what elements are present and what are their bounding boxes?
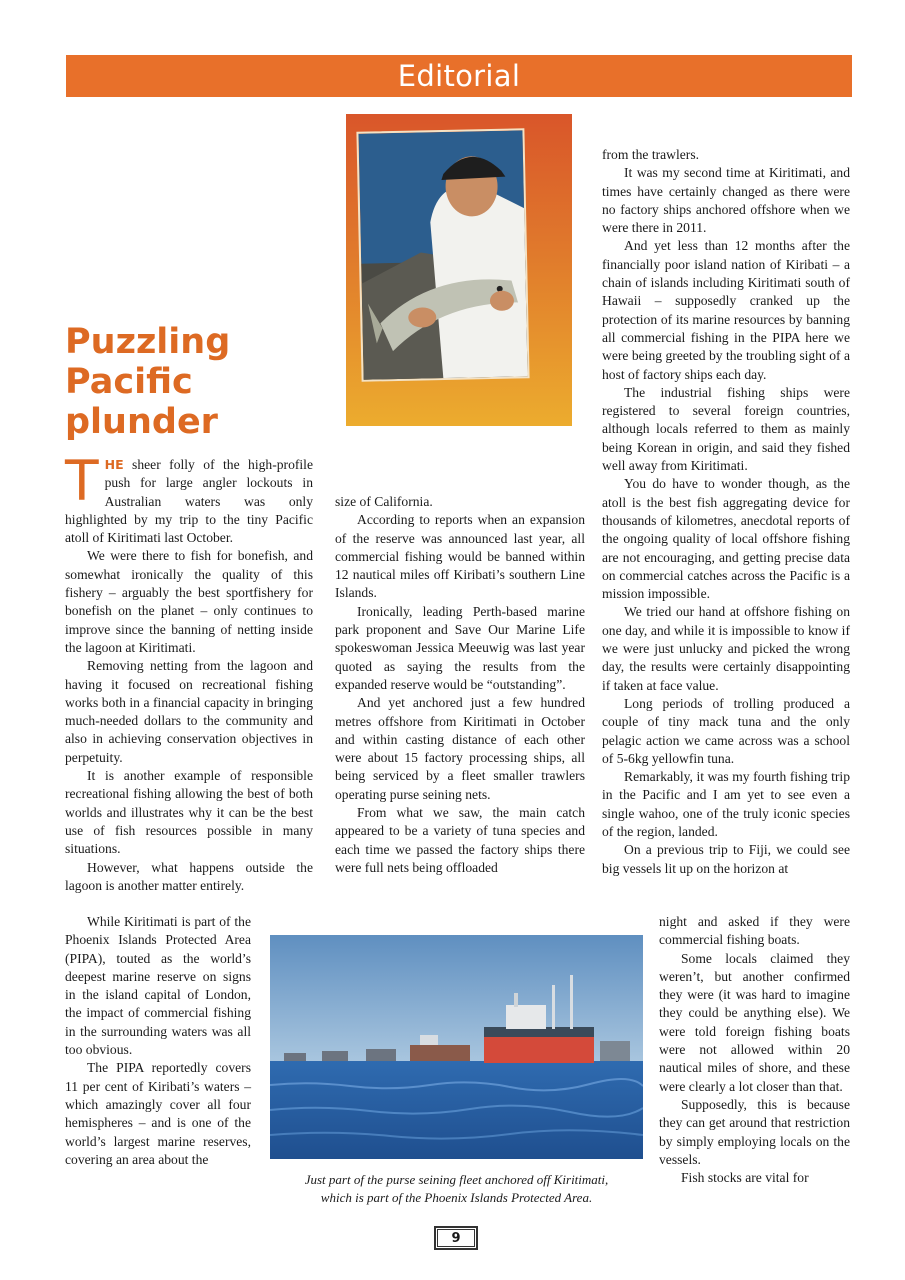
article-paragraph: And yet anchored just a few hundred metres offshore from Kiritimati in October and within casting distance of each other were about 15 factory processing ships, all being serviced by a fleet smaller trawlers operating purse seining nets. [335,695,585,802]
article-paragraph: You do have to wonder though, as the atoll is the best fish aggregating device for thousands of kilometres, anecdotal reports of the ongoing quality of local offshore fishing are not encouraging, and getting precise data on commercial catches across the Pacific is a mission impossible. [602,476,850,602]
article-paragraph: Ironically, leading Perth-based marine park proponent and Save Our Marine Life spokeswoman Jessica Meeuwig was last year quoted as saying the results from the expanded reserve would be “outstanding”. [335,603,585,692]
article-paragraph: size of California. [335,494,433,509]
article-paragraph: from the trawlers. [602,147,700,162]
article-paragraph: On a previous trip to Fiji, we could see big vessels lit up on the horizon at [602,842,850,876]
article-headline [65,322,325,442]
article-paragraph: While Kiritimati is part of the Phoenix Islands Protected Area (PIPA), touted as the world’s deepest marine reserve on signs in the island capital of London, the impact of commercial fishing in the surrounding waters was all too obvious. [65,914,251,1058]
column-1 [65,449,313,895]
angler-photo [356,128,529,381]
article-paragraph: According to reports when an expansion of the reserve was announced last year, all commercial fishing would be banned within 12 nautical miles off Kiribati’s southern Line Islands. [335,512,585,601]
lead-in: HE [104,457,124,472]
headline-line-1: Puzzling [65,322,231,362]
drop-cap: T [65,449,99,513]
article-paragraph: night and asked if they were commercial fishing boats. [659,914,850,948]
article-paragraph: Supposedly, this is because they can get around that restriction by simply employing locals on the vessels. [659,1096,850,1167]
fleet-photo-illustration [270,935,643,1159]
article-paragraph: Fish stocks are vital for [681,1170,809,1186]
article-paragraph: The PIPA reportedly covers 11 per cent of Kiribati’s waters – which amazingly cover all four hemispheres – and is one of the world’s largest marine reserves, covering an area about the [65,1060,251,1167]
angler-photo-illustration [358,130,529,382]
headline-line-3: plunder [65,402,218,442]
caption-line-1: Just part of the purse seining fleet anchored off Kiritimati, [304,1172,609,1187]
page-number [434,1226,478,1250]
page-number-value: 9 [437,1229,475,1247]
article-paragraph: And yet less than 12 months after the financially poor island nation of Kiribati – a chain of islands including Kiritimati south of Hawaii – supposedly cranked up the protection of its marine resources by banning all commercial fishing in the PIPA here we were being greeted by the troubling sight of a host of factory ships each day. [602,238,850,382]
column-3-lower [659,913,850,1187]
article-paragraph: Remarkably, it was my fourth fishing trip in the Pacific and I am yet to see even a single wahoo, one of the truly iconic species of the region, landed. [602,769,850,839]
section-title: Editorial [397,59,521,93]
article-paragraph: It was my second time at Kiritimati, and times have certainly changed as there were no factory ships anchored offshore when we were there in 2011. [602,165,850,236]
article-paragraph: We tried our hand at offshore fishing on one day, and while it is impossible to know if we were just unlucky and picked the wrong day, the results were certainly disappointing if taken at face value. [602,604,850,693]
article-paragraph: From what we saw, the main catch appeared to be a variety of tuna species and each time we passed the factory ships there were full nets being offloaded [335,805,585,875]
section-banner [66,55,852,97]
article-paragraph: However, what happens outside the lagoon is another matter entirely. [65,859,313,893]
article-paragraph: THE sheer folly of the high-profile push for large angler lockouts in Australian waters was only highlighted by my trip to the tiny Pacific atoll of Kiritimati last October. [65,449,313,546]
column-2 [335,493,585,877]
photo-caption [270,1171,643,1207]
article-paragraph: We were there to fish for bonefish, and somewhat ironically the quality of this fishery – arguably the best sportfishery for bonefish on the planet – only continues to improve since the banning of netting inside the lagoon at Kiritimati. [65,548,313,655]
article-paragraph: Long periods of trolling produced a couple of tiny mack tuna and the only pelagic action we came across was a school of 5-6kg yellowfin tuna. [602,695,850,766]
article-paragraph: It is another example of responsible recreational fishing allowing the best of both worlds and illustrates why it can be the best use of fish resources possible in many situations. [65,768,313,857]
fleet-photo [270,935,643,1159]
article-paragraph: Some locals claimed they weren’t, but another confirmed they were (it was hard to imagine they could be anything else). We were told foreign fishing boats were not allowed within 20 nautical miles of shore, and these were clearly a lot closer than that. [659,950,850,1094]
article-paragraph: Removing netting from the lagoon and having it focused on recreational fishing works both in a financial capacity in bringing much-needed dollars to the community and also in achieving conservation objectives in perpetuity. [65,658,313,765]
article-paragraph: The industrial fishing ships were registered to several foreign countries, although locals referred to them as mainly being Korean in origin, and said they fished well away from Kiritimati. [602,384,850,474]
column-1-lower [65,913,251,1169]
caption-line-2: which is part of the Phoenix Islands Protected Area. [320,1190,593,1205]
column-3 [602,146,850,878]
headline-line-2: Pacific [65,362,193,402]
